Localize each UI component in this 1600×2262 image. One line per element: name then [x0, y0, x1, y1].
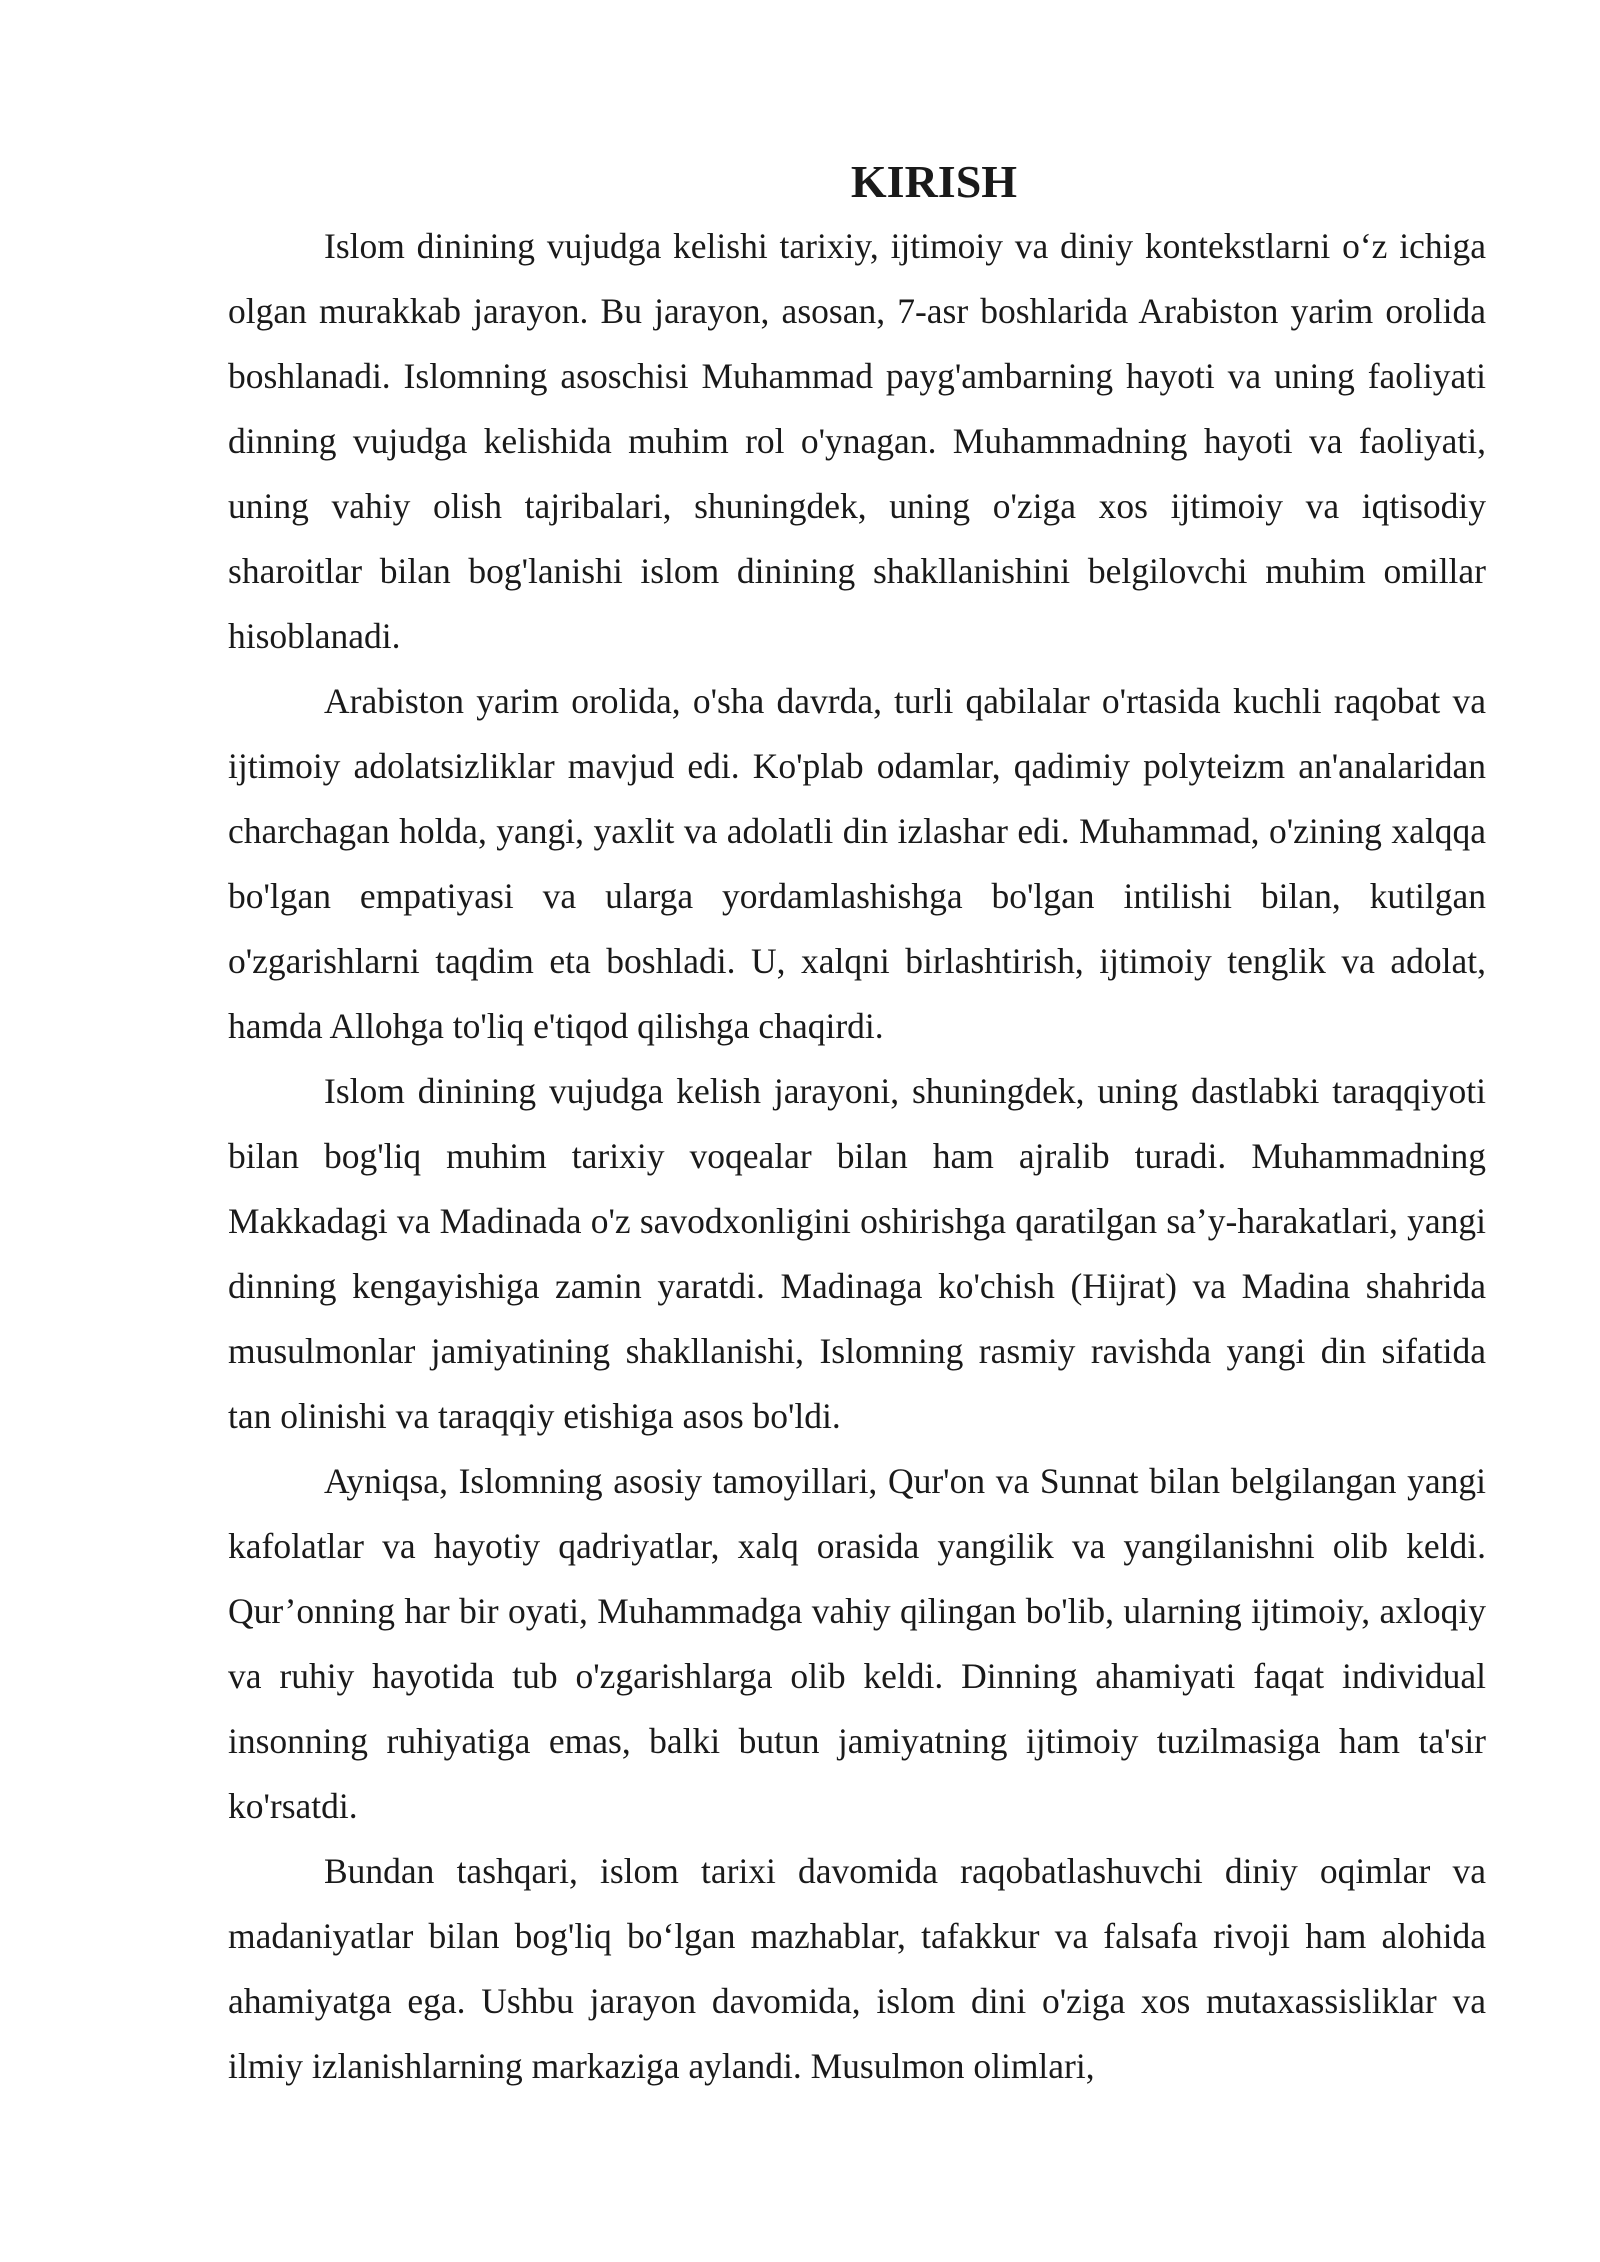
paragraph-2: Arabiston yarim orolida, o'sha davrda, turli qabilalar o'rtasida kuchli raqobat va ijtimoiy adolatsizliklar mavjud edi. Ko'plab odamlar, qadimiy polyteizm an'analaridan charchagan holda, yangi, yaxlit va adolatli din izlashar edi. Muhammad, o'zining xalqqa bo'lgan empatiyasi va ularga yordamlashishga bo'lgan intilishi bilan, kutilgan o'zgarishlarni taqdim eta boshladi. U, xalqni birlashtirish, ijtimoiy tenglik va adolat, hamda Allohga to'liq e'tiqod qilishga chaqirdi. — [228, 681, 1486, 1046]
paragraph-5: Bundan tashqari, islom tarixi davomida raqobatlashuvchi diniy oqimlar va madaniyatlar bilan bog'liq bo‘lgan mazhablar, tafakkur va falsafa rivoji ham alohida ahamiyatga ega. Ushbu jarayon davomida, islom dini o'ziga xos mutaxassisliklar va ilmiy izlanishlarning markaziga aylandi. Musulmon olimlari, — [228, 1851, 1486, 2086]
page-title: KIRISH — [850, 156, 1018, 207]
paragraph-3: Islom dinining vujudga kelish jarayoni, shuningdek, uning dastlabki taraqqiyoti bilan bog'liq muhim tarixiy voqealar bilan ham ajralib turadi. Muhammadning Makkadagi va Madinada o'z savodxonligini oshirishga qaratilgan sa’y-harakatlari, yangi dinning kengayishiga zamin yaratdi. Madinaga ko'chish (Hijrat) va Madina shahrida musulmonlar jamiyatining shakllanishi, Islomning rasmiy ravishda yangi din sifatida tan olinishi va taraqqiy etishiga asos bo'ldi. — [228, 1071, 1486, 1436]
page-body — [228, 150, 1486, 2099]
paragraph-1: Islom dinining vujudga kelishi tarixiy, ijtimoiy va diniy kontekstlarni o‘z ichiga olgan murakkab jarayon. Bu jarayon, asosan, 7-asr boshlarida Arabiston yarim orolida boshlanadi. Islomning asoschisi Muhammad payg'ambarning hayoti va uning faoliyati dinning vujudga kelishida muhim rol o'ynagan. Muhammadning hayoti va faoliyati, uning vahiy olish tajribalari, shuningdek, uning o'ziga xos ijtimoiy va iqtisodiy sharoitlar bilan bog'lanishi islom dinining shakllanishini belgilovchi muhim omillar hisoblanadi. — [228, 226, 1486, 656]
paragraph-4: Ayniqsa, Islomning asosiy tamoyillari, Qur'on va Sunnat bilan belgilangan yangi kafolatlar va hayotiy qadriyatlar, xalq orasida yangilik va yangilanishni olib keldi. Qur’onning har bir oyati, Muhammadga vahiy qilingan bo'lib, ularning ijtimoiy, axloqiy va ruhiy hayotida tub o'zgarishlarga olib keldi. Dinning ahamiyati faqat individual insonning ruhiyatiga emas, balki butun jamiyatning ijtimoiy tuzilmasiga ham ta'sir ko'rsatdi. — [228, 1461, 1486, 1826]
